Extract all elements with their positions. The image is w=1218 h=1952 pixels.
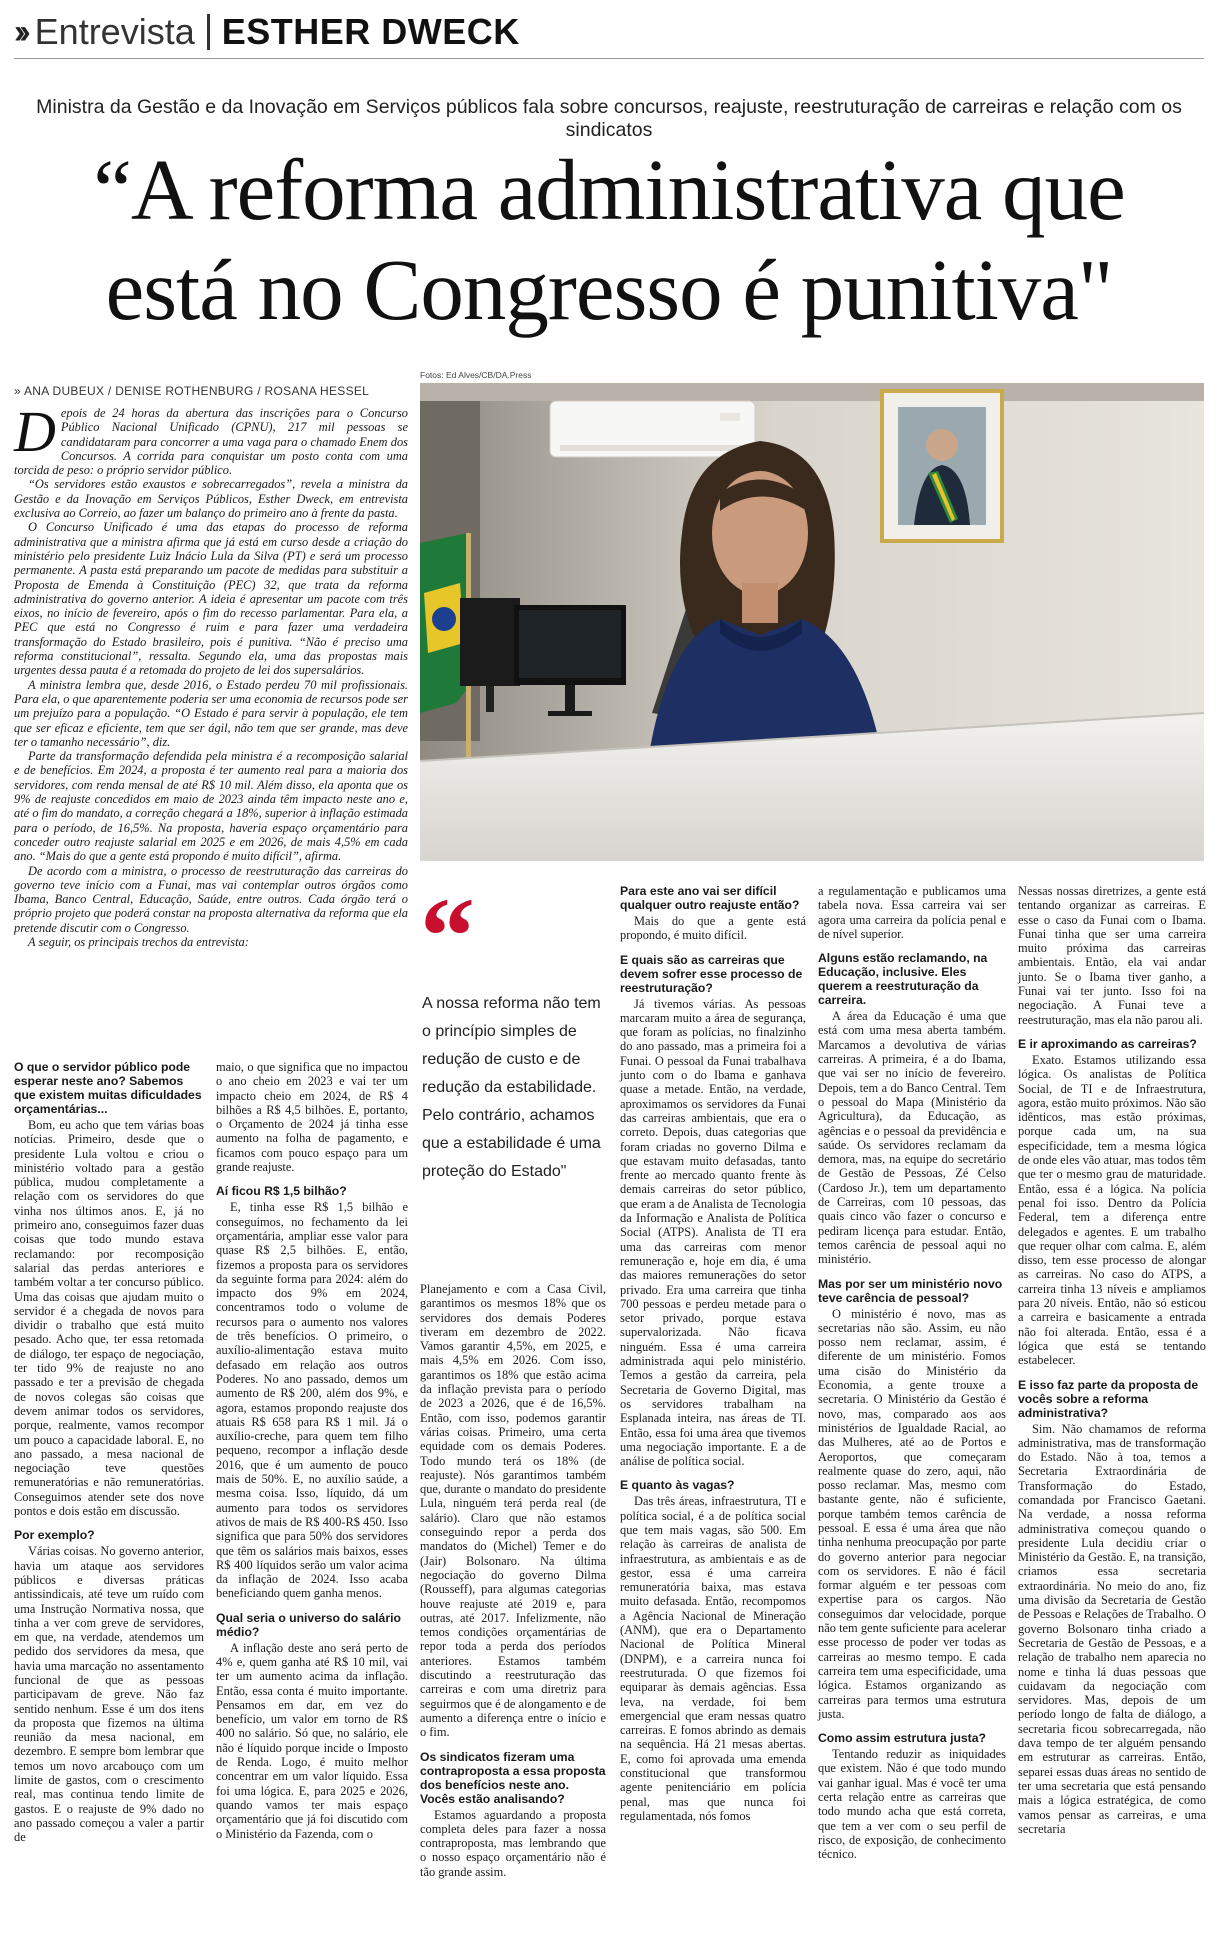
- article-byline: » ANA DUBEUX / DENISE ROTHENBURG / ROSANA HESSEL: [14, 384, 370, 398]
- interview-answer: Bom, eu acho que tem várias boas notícias. Primeiro, desde que o presidente Lula voltou e criou o ministério voltado para a gestão pública, mudou completamente a relação com os servidores do que vinha nos últimos anos. E, já no primeiro ano, conseguimos fazer duas coisas que todo mundo estava reclamando: por recomposição salarial das perdas anteriores e também voltar a ter concurso público. Uma das coisas que ajudam muito o servidor é a chegada de novos para dividir o trabalho que está muito pesado. Acho que, ter essa retomada de diálogo, ter espaço de negociação, ter tido 9% de reajuste no ano passado e ter a previsão de chegada de novos colegas são coisas que devem animar todos os servidores, porque, realmente, vamos recompor um pouco a capacidade laboral. E, no ano passado, a mesa nacional de negociação teve questões remuneratórias e não remuneratórias. Conseguimos atender sete dos nove pontos e dois estão em discussão.: [14, 1118, 204, 1519]
- interview-answer: Nessas nossas diretrizes, a gente está tentando organizar as carreiras. E esse o caso da Funai com o Ibama. Funai tinha que ser uma carreira muito próxima das carreiras ambientais. Então, ela vai andar junto. Se o Ibama tiver ganho, a Funai vai ter junto. Isso foi na negociação. A Funai teve a reestruturação, mas ela não parou ali.: [1018, 884, 1206, 1027]
- air-conditioner: [550, 401, 755, 457]
- section-header: [14, 10, 520, 54]
- interview-answer: E, tinha esse R$ 1,5 bilhão e conseguimos, no fechamento da lei orçamentária, ampliar esse valor para quase R$ 2,5 bilhões. E, então, fizemos a proposta para os servidores da seguinte forma para 2024: além do impacto dos 9% em 2024, concentramos todo o volume de recursos para o aumento nos valores de três benefícios. O primeiro, o auxílio-alimentação estava muito defasado em relação aos outros Poderes. No ano passado, demos um aumento de R$ 200, além dos 9%, e agora, estamos propondo reajuste dos atuais R$ 658 para R$ 1 mil. Já o auxílio-creche, para quem tem filho pequeno, recompor a inflação desde 2016, que é um aumento de pouco mais de 50%. E, no auxílio saúde, a mesma coisa. Isso, líquido, dá um aumento para todos os servidores ativos de mais de R$ 400-R$ 450. Isso significa que para 50% dos servidores que têm os salários mais baixos, esses R$ 400 líquidos serão um valor acima da inflação de 2024. Isso acaba beneficiando quem ganha menos.: [216, 1200, 408, 1601]
- article-column-5: [620, 884, 806, 1823]
- header-rule: [14, 58, 1204, 59]
- headline-line-1: “A reforma administrativa que: [93, 141, 1125, 238]
- interview-answer: Mais do que a gente está propondo, é muito difícil.: [620, 914, 806, 943]
- interview-question: E quanto às vagas?: [620, 1478, 735, 1493]
- article-column-2: [14, 1060, 204, 1845]
- section-label: Entrevista: [34, 11, 195, 52]
- article-column-6: [818, 884, 1006, 1862]
- interview-question: E quais são as carreiras que devem sofrer esse processo de reestruturação?: [620, 952, 803, 995]
- article-column-4: [420, 1282, 606, 1879]
- interview-answer: Estamos aguardando a proposta completa deles para fazer a nossa contraproposta, mas lembrando que o nosso espaço orçamentário não é tão grande assim.: [420, 1807, 606, 1879]
- interview-answer: A inflação deste ano será perto de 4% e, quem ganha até R$ 10 mil, vai ter um aumento acima da inflação. Então, essa conta é muito importante. Pensamos em dar, em vez do benefício, um valor em torno de R$ 400 no salário. Só que, no salário, ele não é líquido porque incide o Imposto de Renda. Logo, é muito melhor concentrar em um valor líquido. Essa foi uma lógica. E, para 2025 e 2026, quando vamos ter mais espaço orçamentário que já foi discutido com o Ministério da Fazenda, com o: [216, 1640, 408, 1841]
- interview-question: Os sindicatos fizeram uma contraproposta a essa proposta dos benefícios neste ano. Vocês estão analisando?: [420, 1749, 606, 1806]
- article-column-1: [14, 399, 408, 949]
- interview-answer: maio, o que significa que no impactou o ano cheio em 2023 e vai ter um impacto cheio em 2024, de R$ 4 bilhões a R$ 4,5 bilhões. E, portanto, o Orçamento de 2024 já tinha esse aumento na folha de pagamento, e ficamos com pouco espaço para um grande reajuste.: [216, 1060, 408, 1175]
- article-column-7: [1018, 884, 1206, 1836]
- interview-answer: Sim. Não chamamos de reforma administrativa, mas de transformação do Estado. Não à toa, temos a Secretaria Extraordinária de Transformação do Estado, comandada por Francisco Gaetani. Na verdade, a nossa reforma administrativa começou quando o presidente Lula decidiu criar o Ministério da Gestão. E, na transição, criamos essa secretaria extraordinária. No meio do ano, fiz uma divisão da Secretaria de Gestão de Pessoas e Relações de Trabalho. O governo Bolsonaro tinha criado a Secretaria de Gestão de Pessoas, e a relação de trabalho nem aparecia no nome e tinha lá duas pessoas que cuidavam da negociação com servidores. Mas, depois de um período longo de falta de diálogo, a secretaria ficou sobrecarregada, não dava tempo de ter alguém pensando em estruturar as carreiras. Então, separei essas duas áreas no sentido de ter uma secretaria que está pensando mais a lógica estratégica, de como vamos pensar as carreiras, e uma secretaria: [1018, 1421, 1206, 1836]
- intro-paragraph: Parte da transformação defendida pela ministra é a recomposição salarial e de benefícios. Em 2024, a proposta é ter aumento real para a maioria dos servidores, com renda mensal de até R$ 10 mil. Além disso, ela aponta que os 9% de reajuste concedidos em maio de 2023 ainda têm impacto neste ano e, até o fim do mandato, a correção chegará a 18%, superior à inflação estimada para o período, de 16,5%. Na proposta, haveria espaço orçamentário para conceder outro reajuste salarial em 2025 e em 2026, de mais 4,5% em cada ano. “Mais do que a gente está propondo é muito difícil”, afirma.: [14, 749, 408, 864]
- header-divider: [207, 14, 210, 50]
- article-intro: [14, 399, 408, 949]
- interview-answer: Exato. Estamos utilizando essa lógica. Os analistas de Política Social, de TI e de Infraestrutura, agora, estão muito próximos. Não são idênticos, mas estão próximas, porque cada um, na sua especificidade, tem a mesma lógica de onde eles vão atuar, mas todos têm que ter o mesmo grau de maturidade. Então, essa é a lógica. Na polícia penal foi isso. Dentro da Polícia Federal, tem a diferença entre delegados e agentes. E um trabalho que requer olhar com calma. E, além disso, tem esse processo de alongar as carreiras. No caso do ATPS, a carreira tinha 13 níveis e ampliamos para 20 níveis. Então, não só esticou a carreira e basicamente a entrada não foi alterada. Então, essa é a lógica que está se tentando estabelecer.: [1018, 1052, 1206, 1368]
- interview-question: Mas por ser um ministério novo teve carência de pessoal?: [818, 1276, 1003, 1305]
- interview-answer: Várias coisas. No governo anterior, havia um ataque aos servidores públicos e diversas práticas antissindicais, até teve um ruído com uma Instrução Normativa nossa, que tinha a ver com greve de servidores, em que, na verdade, atendemos um pedido dos servidores da mesa, que havia uma marcação no assentamento funcional de que as pessoas participavam de greve. Não faz sentido nenhum. Esse é um dos itens da proposta que fizemos na última reunião da mesa nacional, em dezembro. E sempre bom lembrar que temos um novo arcabouço com um limite de gastos, com o crescimento real, mas continua tendo limite de gastos. E o reajuste de 9% dado no ano passado começou a valer a partir de: [14, 1544, 204, 1845]
- interview-question: Qual seria o universo do salário médio?: [216, 1610, 401, 1639]
- intro-paragraph: epois de 24 horas da abertura das inscrições para o Concurso Público Nacional Unificado (CPNU), 217 mil pessoas se candidataram para concorrer a uma vaga para o chamado Enem dos Concursos. A corrida para conquistar um posto conta com uma torcida de peso: o próprio servidor público.: [14, 406, 408, 478]
- interview-answer: Das três áreas, infraestrutura, TI e política social, é a de política social que tem mais vagas, são 500. Em relação às carreiras de analista de infraestrutura, as ambientais e as de gestor, essa é uma carreira remuneratória baixa, mas estava muito defasada. Então, recompomos a Agência Nacional de Mineração (ANM), que era o Departamento Nacional de Política Mineral (DNPM), e a carreira nunca foi reestruturada. O que fizemos foi equiparar às demais agências. Essa leva, na verdade, foi bem emergencial que eram nessas quatro carreiras. E fomos abrindo as demais na sequência. Há 21 mesas abertas. E, como foi aprovada uma emenda constitucional que transformou agente penitenciário em polícia penal, mas que nunca foi regulamentada, nós fomos: [620, 1494, 806, 1823]
- intro-paragraph: De acordo com a ministra, o processo de reestruturação das carreiras do governo teve início com a Funai, mas vai contemplar outros órgãos como Ibama, Banco Central, Educação, Saúde, entre outros. Cada órgão terá o próprio projeto que poderá constar na proposta alternativa da reforma que ela pretende discutir com o Congresso.: [14, 863, 408, 935]
- interview-answer: O ministério é novo, mas as secretarias não são. Assim, eu não posso nem reclamar, assim, é diferente de um ministério. Fomos uma cisão do Ministério da Economia, a gente trouxe a secretaria. O Ministério da Gestão é novo, mas, comparado aos aos ministérios de Igualdade Racial, ao das Mulheres, até ao de Portos e Aeroportos, que começaram realmente quase do zero, aqui, não posso reclamar. Mas, mesmo com bastante gente, não é suficiente, porque também temos carência de pessoal. E essa é uma área que não tinha nenhuma preocupação por parte do governo anterior para negociar com os servidores. E não é fácil formar alguém e ter pessoas com expertise para os cargos. Não conseguimos dar velocidade, porque não tem gente suficiente para acelerar esse processo de poder ver todas as carreiras ao mesmo tempo. E cada carreira tem uma especificidade, uma lógica. Estamos organizando as carreiras para termos uma estrutura justa.: [818, 1306, 1006, 1721]
- interview-answer: A área da Educação é uma que está com uma mesa aberta também. Marcamos a devolutiva de várias carreiras. A primeira, é a do Ibama, que vai ser no início de fevereiro. Depois, tem a do Banco Central. Tem o pessoal do Mapa (Ministério da Agricultura), da Educação, as agências e o pessoal da previdência e saúde. Os servidores reclamam da demora, mas, na equipe do secretário de Gestão de Pessoas, Zé Celso (Cardoso Jr.), tem um departamento de Carreiras, com 10 pessoas, das quais cinco vão fazer o concurso e pediram licença para estudar. Então, temos carência de pessoal aqui no ministério.: [818, 1009, 1006, 1267]
- interview-answer: Já tivemos várias. As pessoas marcaram muito a área de segurança, que foram as polícias, no finalzinho do ano passado, mas a primeira foi a Funai. O pessoal da Funai trabalhava junto com o do Ibama e ganhava quase a metade. Então, na verdade, aproximamos os servidores da Funai das carreiras ambientais, que era o correto. Depois, duas categorias que foram criadas no governo Dilma e que estavam muito defasadas, tanto frente ao mercado quanto frente às demais carreiras do setor público, que eram a de Analista de Tecnologia da Informação e Analista de Política Social (ATPS). Analista de TI era uma das carreiras com menor remuneração e, hoje em dia, é uma das maiores remunerações do setor privado. Era uma carreira que tinha 700 pessoas e perdeu metade para o setor privado, porque estava supervalorizada. Não ficava ninguém. Essa é uma carreira administrada aqui pelo ministério. Temos a gestão da carreira, pela Secretaria de Governo Digital, mas os servidores trabalham na Esplanada inteira, nas áreas de TI. Então, essa foi uma área que tivemos uma negociação importante. E a de análise de política social.: [620, 996, 806, 1469]
- interview-question: Alguns estão reclamando, na Educação, inclusive. Eles querem a reestruturação da carreira.: [818, 951, 988, 1008]
- article-column-3: [216, 1060, 408, 1841]
- interview-question: E ir aproximando as carreiras?: [1018, 1036, 1197, 1051]
- interviewee-name: ESTHER DWECK: [221, 11, 520, 52]
- quote-marks-icon: “: [420, 875, 467, 997]
- interview-answer: Tentando reduzir as iniquidades que existem. Não é que todo mundo vai ganhar igual. Mas é você ter uma certa relação entre as carreiras que todo mundo acha que está correta, que tem a ver com o seu perfil de risco, de exposição, de conhecimento técnico.: [818, 1747, 1006, 1862]
- photo-credit: Fotos: Ed Alves/CB/DA.Press: [420, 370, 532, 380]
- interview-answer: Planejamento e com a Casa Civil, garantimos os mesmos 18% que os servidores dos demais Poderes tiveram em dezembro de 2022. Vamos garantir 4,5%, em 2025, e mais 4,5% em 2026. Com isso, garantimos os 18% que estão acima da inflação prevista para o período de 2023 a 2026, que é de 16,5%. Então, com isso, podemos garantir várias coisas. Primeiro, uma certa equidade com os demais Poderes. Todo mundo terá os 18% (de reajuste). Nós garantimos também que, durante o mandato do presidente Lula, ninguém terá perda real (de salário). Claro que não estamos conseguindo repor a perda dos mandatos do (Michel) Temer e do (Jair) Bolsonaro. Na última negociação do governo Dilma (Rousseff), para algumas categorias houve reajuste até 2019 e, para outras, até 2017. Infelizmente, não temos condições orçamentárias de repor toda a perda dos períodos anteriores. Estamos também discutindo a reestruturação das carreiras e com uma diretriz para seguirmos que é de alongamento e de aumento a diferença entre o início e o fim.: [420, 1282, 606, 1740]
- headline-line-2: está no Congresso é punitiva": [105, 241, 1113, 338]
- interview-question: Por exemplo?: [14, 1528, 95, 1543]
- office-scene-illustration: [420, 383, 1204, 861]
- drop-cap: D: [14, 399, 56, 464]
- pull-quote: [420, 875, 602, 1186]
- interview-question: Como assim estrutura justa?: [818, 1731, 986, 1746]
- article-headline: [14, 140, 1204, 340]
- interview-answer: a regulamentação e publicamos uma tabela nova. Essa carreira vai ser agora uma carreira da polícia penal e de nível superior.: [818, 884, 1006, 941]
- intro-paragraph: A seguir, os principais trechos da entrevista:: [28, 934, 249, 949]
- interview-question: Aí ficou R$ 1,5 bilhão?: [216, 1184, 347, 1199]
- interview-question: Para este ano vai ser difícil qualquer outro reajuste então?: [620, 884, 800, 912]
- interview-question: O que o servidor público pode esperar neste ano? Sabemos que existem muitas dificuldades orçamentárias...: [14, 1060, 202, 1116]
- intro-paragraph: A ministra lembra que, desde 2016, o Estado perdeu 70 mil profissionais. Para ela, o que aparentemente poderia ser uma economia de recursos pode ser um prejuízo para a população. “O Estado é para servir à população, ele tem que ser eficaz e eficiente, tem que ser ágil, não tem que ser grande, mas deve ter o tamanho necessário”, diz.: [14, 677, 408, 749]
- article-subtitle: Ministra da Gestão e da Inovação em Serviços públicos fala sobre concursos, reajuste, reestruturação de carreiras e relação com os sindicatos: [36, 96, 1182, 141]
- interview-photo: [420, 383, 1204, 861]
- chevron-right-icon: ››: [14, 12, 25, 51]
- intro-paragraph: “Os servidores estão exaustos e sobrecarregados”, revela a ministra da Gestão e da Inovação em Serviços Públicos, Esther Dweck, em entrevista exclusiva ao Correio, ao fazer um balanço do primeiro ano à frente da pasta.: [14, 477, 408, 521]
- pull-quote-text: A nossa reforma não tem o princípio simples de redução de custo e de redução da estabilidade. Pelo contrário, achamos que a estabilidade é uma proteção do Estado": [422, 995, 601, 1180]
- intro-paragraph: O Concurso Unificado é uma das etapas do processo de reforma administrativa que a ministra afirma que já está em curso desde a criação do ministério pelo presidente Luiz Inácio Lula da Silva (PT) e será um processo permanente. A pasta está preparando um pacote de medidas para substituir a Proposta de Emenda à Constituição (PEC) 32, que trata da reforma administrativa do governo anterior. A ideia é apresentar um pacote com três eixos, no início de fevereiro, após o fim do recesso parlamentar. Para ela, a PEC que está no Congresso é ruim e para fazer uma verdadeira transformação do Estado brasileiro, pois é punitiva. “Não é preciso uma reforma constitucional”, ressalta. Segundo ela, uma das propostas mais urgentes dessa pauta é a retomada do projeto de lei dos supersalários.: [14, 520, 408, 678]
- interview-question: E isso faz parte da proposta de vocês sobre a reforma administrativa?: [1018, 1377, 1199, 1420]
- framed-portrait: [882, 391, 1002, 541]
